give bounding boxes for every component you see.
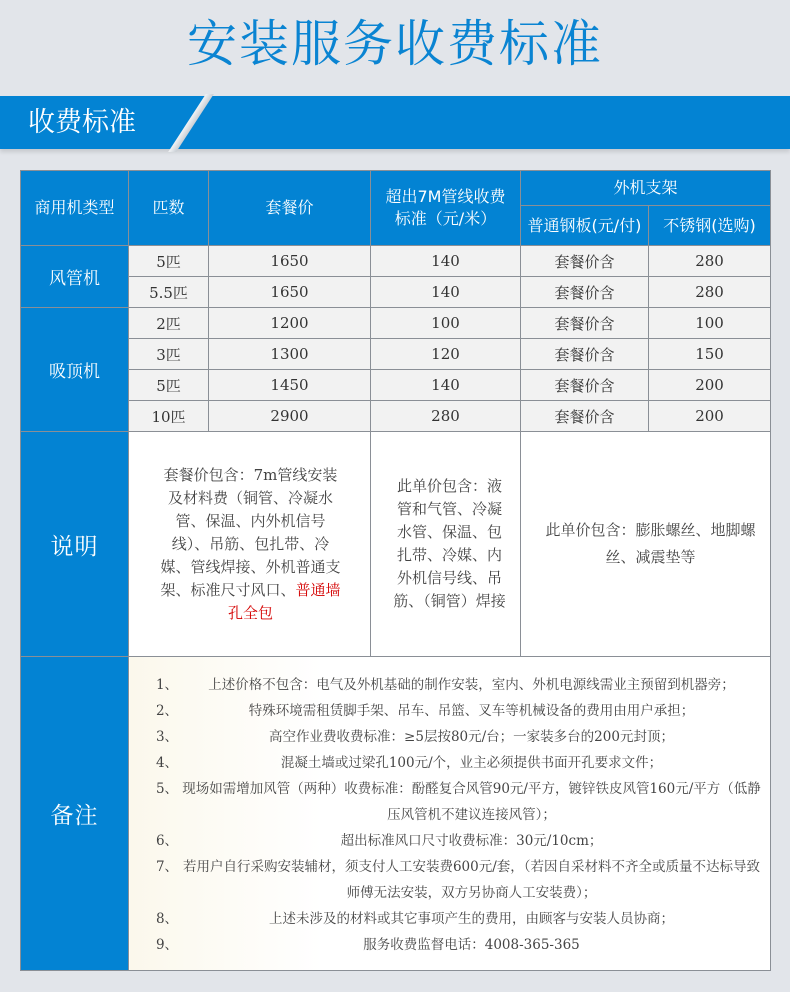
- remark-item: 9、 服务收费监督电话：4008-365-365: [155, 936, 580, 953]
- cell-extra: 140: [371, 246, 521, 277]
- table-row: [21, 246, 771, 277]
- section-title: 收费标准: [28, 107, 136, 138]
- remarks-label: 备注: [21, 657, 129, 971]
- cell-stainless: 200: [649, 401, 771, 432]
- cell-stainless: 150: [649, 339, 771, 370]
- cell-extra: 140: [371, 277, 521, 308]
- cell-hp: 5.5匹: [129, 277, 209, 308]
- cell-price: 1650: [209, 277, 371, 308]
- cell-hp: 2匹: [129, 308, 209, 339]
- cell-stainless: 100: [649, 308, 771, 339]
- cell-hp: 3匹: [129, 339, 209, 370]
- cell-price: 1200: [209, 308, 371, 339]
- remark-item: 6、 超出标准风口尺寸收费标准：30元/10cm；: [155, 832, 603, 849]
- explanation-row: [21, 432, 771, 657]
- package-note-highlight: 普通墙孔全包: [227, 580, 341, 622]
- cell-stainless: 280: [649, 277, 771, 308]
- remark-item: 5、 现场如需增加风管（两种）收费标准：酚醛复合风管90元/平方，镀锌铁皮风管160元/平方（低静压风管机不建议连接风管）；: [155, 780, 761, 823]
- cell-stainless: 200: [649, 370, 771, 401]
- table-row: [21, 401, 771, 432]
- table-row: [21, 370, 771, 401]
- remark-item: 1、 上述价格不包含：电气及外机基础的制作安装，室内、外机电源线需业主预留到机器旁；: [155, 676, 735, 693]
- page-title: 安装服务收费标准: [187, 15, 603, 73]
- cell-steel: 套餐价含: [521, 401, 649, 432]
- cell-price: 1300: [209, 339, 371, 370]
- cell-steel: 套餐价含: [521, 339, 649, 370]
- package-note: [129, 432, 371, 657]
- remarks-row: [21, 657, 771, 971]
- cell-stainless: 280: [649, 246, 771, 277]
- remark-item: 8、 上述未涉及的材料或其它事项产生的费用，由顾客与安装人员协商；: [155, 910, 674, 927]
- table-row: [21, 339, 771, 370]
- table-row: [21, 277, 771, 308]
- remarks-list: [129, 657, 771, 971]
- cell-extra: 100: [371, 308, 521, 339]
- header-bracket-stainless: 不锈钢(选购): [649, 206, 771, 246]
- cell-hp: 5匹: [129, 246, 209, 277]
- bracket-note: 此单价包含：膨胀螺丝、地脚螺丝、减震垫等: [521, 432, 771, 657]
- cell-hp: 5匹: [129, 370, 209, 401]
- explanation-label: 说明: [21, 432, 129, 657]
- fee-table: [20, 170, 771, 971]
- cell-extra: 120: [371, 339, 521, 370]
- cell-hp: 10匹: [129, 401, 209, 432]
- category-duct: 风管机: [21, 246, 129, 308]
- cell-steel: 套餐价含: [521, 277, 649, 308]
- header-package-price: 套餐价: [209, 171, 371, 246]
- cell-steel: 套餐价含: [521, 370, 649, 401]
- category-ceiling: 吸顶机: [21, 308, 129, 432]
- cell-steel: 套餐价含: [521, 308, 649, 339]
- header-hp: 匹数: [129, 171, 209, 246]
- remark-item: 7、 若用户自行采购安装辅材，须支付人工安装费600元/套，（若因自采材料不齐全或质量不达标导致师傅无法安装，双方另协商人工安装费）；: [155, 858, 761, 901]
- table-row: [21, 308, 771, 339]
- package-note-text: 套餐价包含：7m管线安装及材料费（铜管、冷凝水管、保温、内外机信号线）、吊筋、包扎带、冷媒、管线焊接、外机普通支架、标准尺寸风口、: [160, 465, 341, 599]
- header-bracket-group: 外机支架: [521, 171, 771, 206]
- cell-price: 1650: [209, 246, 371, 277]
- header-bracket-steel: 普通钢板(元/付): [521, 206, 649, 246]
- remark-item: 2、 特殊环境需租赁脚手架、吊车、吊篮、叉车等机械设备的费用由用户承担；: [155, 702, 695, 719]
- header-extra-pipe: 超出7M管线收费标准（元/米）: [371, 171, 521, 246]
- header-type: 商用机类型: [21, 171, 129, 246]
- cell-price: 1450: [209, 370, 371, 401]
- pipe-note: 此单价包含：液管和气管、冷凝水管、保温、包扎带、冷媒、内外机信号线、吊筋、（铜管）焊接: [371, 432, 521, 657]
- cell-steel: 套餐价含: [521, 246, 649, 277]
- cell-extra: 140: [371, 370, 521, 401]
- cell-extra: 280: [371, 401, 521, 432]
- section-banner: [0, 96, 790, 149]
- remark-item: 4、 混凝土墙或过梁孔100元/个，业主必须提供书面开孔要求文件；: [155, 754, 663, 771]
- decorative-slash: [168, 94, 214, 152]
- remark-item: 3、 高空作业费收费标准：≥5层按80元/台；一家装多台的200元封顶；: [155, 728, 674, 745]
- cell-price: 2900: [209, 401, 371, 432]
